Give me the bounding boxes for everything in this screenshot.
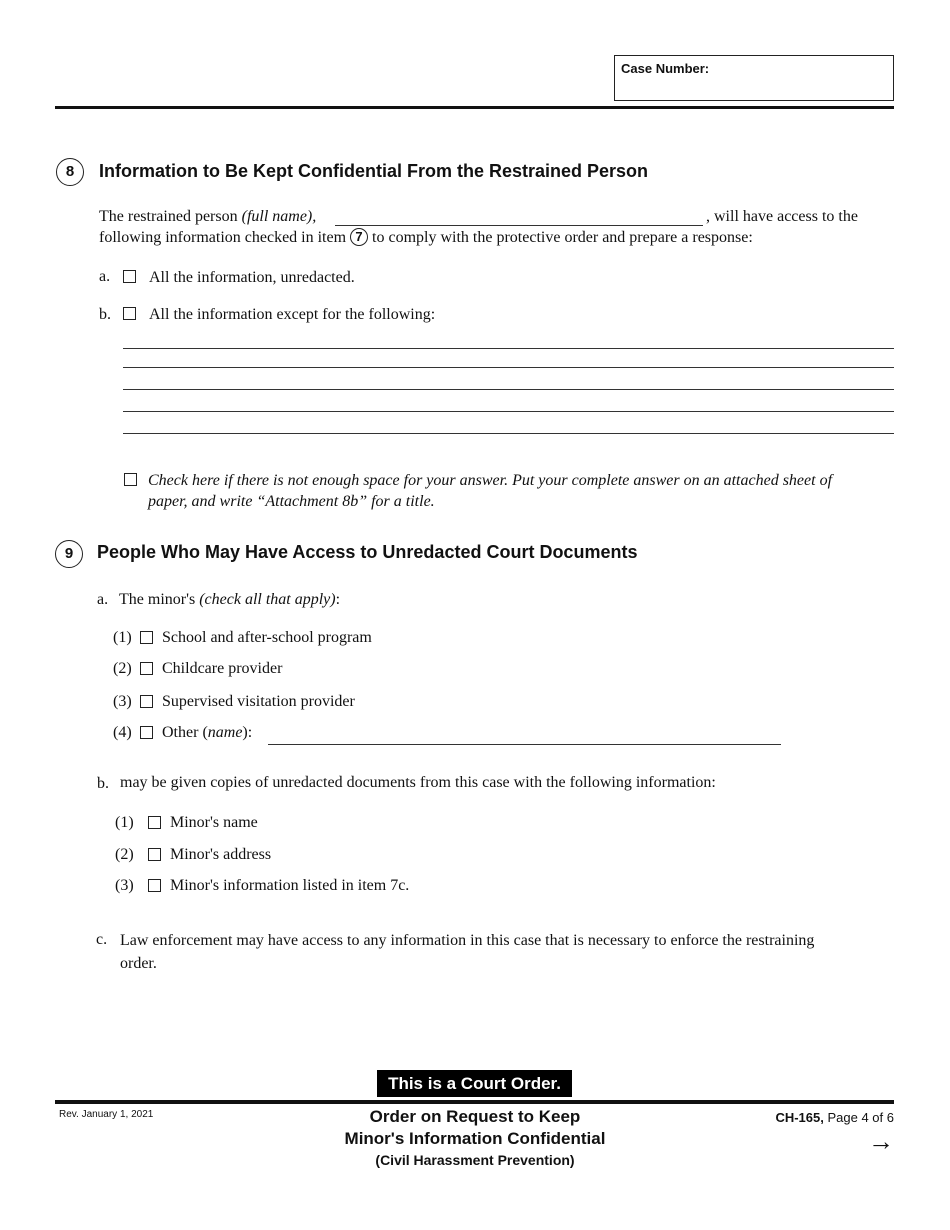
section-9b-text: may be given copies of unredacted documents from this case with the following information: — [120, 774, 716, 791]
item-7-ref: 7 — [350, 228, 368, 246]
section-9-number: 9 — [55, 540, 83, 568]
section-8-number: 8 — [56, 158, 84, 186]
option-a-letter: a. — [99, 268, 111, 285]
form-id: CH-165, — [775, 1110, 824, 1125]
option-a-label: All the information, unredacted. — [149, 269, 355, 286]
section-9a-intro: The minor's (check all that apply): — [119, 591, 341, 608]
exceptions-line-1[interactable] — [123, 348, 894, 349]
court-order-banner: This is a Court Order. — [377, 1070, 572, 1097]
info-item-1-number: (1) — [115, 814, 134, 831]
minor-item-4-label: Other (name): — [162, 724, 253, 741]
minor-item-3-label: Supervised visitation provider — [162, 693, 355, 710]
page-indicator: CH-165, Page 4 of 6 — [775, 1110, 894, 1125]
minor-item-2-number: (2) — [113, 660, 132, 677]
option-b-letter: b. — [99, 306, 111, 323]
attachment-checkbox[interactable] — [124, 473, 137, 486]
section-8-intro-line1: The restrained person (full name), — [99, 208, 317, 225]
info-item-2-label: Minor's address — [170, 846, 272, 863]
childcare-provider-checkbox[interactable] — [140, 662, 153, 675]
section-9-title: People Who May Have Access to Unredacted Court Documents — [97, 542, 638, 562]
section-8-intro-line1-end: , will have access to the — [706, 208, 858, 225]
minor-item-4-number: (4) — [113, 724, 132, 741]
info-item-3-label: Minor's information listed in item 7c. — [170, 877, 410, 894]
option-b-checkbox[interactable] — [123, 307, 136, 320]
minor-item-3-number: (3) — [113, 693, 132, 710]
section-8-title: Information to Be Kept Confidential From the Restrained Person — [99, 161, 649, 181]
info-item-1-label: Minor's name — [170, 814, 258, 831]
header-rule — [55, 106, 894, 109]
minors-address-checkbox[interactable] — [148, 848, 161, 861]
section-9c-text: Law enforcement may have access to any information in this case that is necessary to enforce the restraining order. — [120, 932, 815, 972]
other-checkbox[interactable] — [140, 726, 153, 739]
minor-item-2-label: Childcare provider — [162, 660, 283, 677]
info-item-2-number: (2) — [115, 846, 134, 863]
footer-rule — [55, 1100, 894, 1104]
section-9a-letter: a. — [97, 591, 109, 608]
section-9b-letter: b. — [97, 775, 109, 792]
restrained-person-name-field[interactable] — [335, 225, 703, 226]
info-item-3-number: (3) — [115, 877, 134, 894]
option-b-label: All the information except for the following: — [149, 306, 436, 323]
case-number-box[interactable] — [614, 55, 894, 101]
other-name-field[interactable] — [268, 744, 781, 745]
case-number-label: Case Number: — [621, 61, 710, 76]
section-8-intro-line2: following information checked in item 7 to comply with the protective order and prepare a response: — [99, 229, 753, 246]
school-program-checkbox[interactable] — [140, 631, 153, 644]
exceptions-line-2[interactable] — [123, 367, 894, 368]
next-page-arrow-icon[interactable]: → — [868, 1126, 894, 1156]
exceptions-line-3[interactable] — [123, 389, 894, 390]
exceptions-line-5[interactable] — [123, 433, 894, 434]
revision-date: Rev. January 1, 2021 — [59, 1109, 154, 1120]
minors-info-7c-checkbox[interactable] — [148, 879, 161, 892]
minors-name-checkbox[interactable] — [148, 816, 161, 829]
attachment-note: Check here if there is not enough space for your answer. Put your complete answer on an attached sheet of paper, and write “Attachment 8b” for a title. — [148, 472, 833, 510]
section-9c-letter: c. — [96, 931, 108, 948]
option-a-checkbox[interactable] — [123, 270, 136, 283]
minor-item-1-number: (1) — [113, 629, 132, 646]
exceptions-line-4[interactable] — [123, 411, 894, 412]
form-title: Order on Request to Keep Minor's Information Confidential (Civil Harassment Prevention) — [344, 1107, 606, 1168]
visitation-provider-checkbox[interactable] — [140, 695, 153, 708]
minor-item-1-label: School and after-school program — [162, 629, 372, 646]
